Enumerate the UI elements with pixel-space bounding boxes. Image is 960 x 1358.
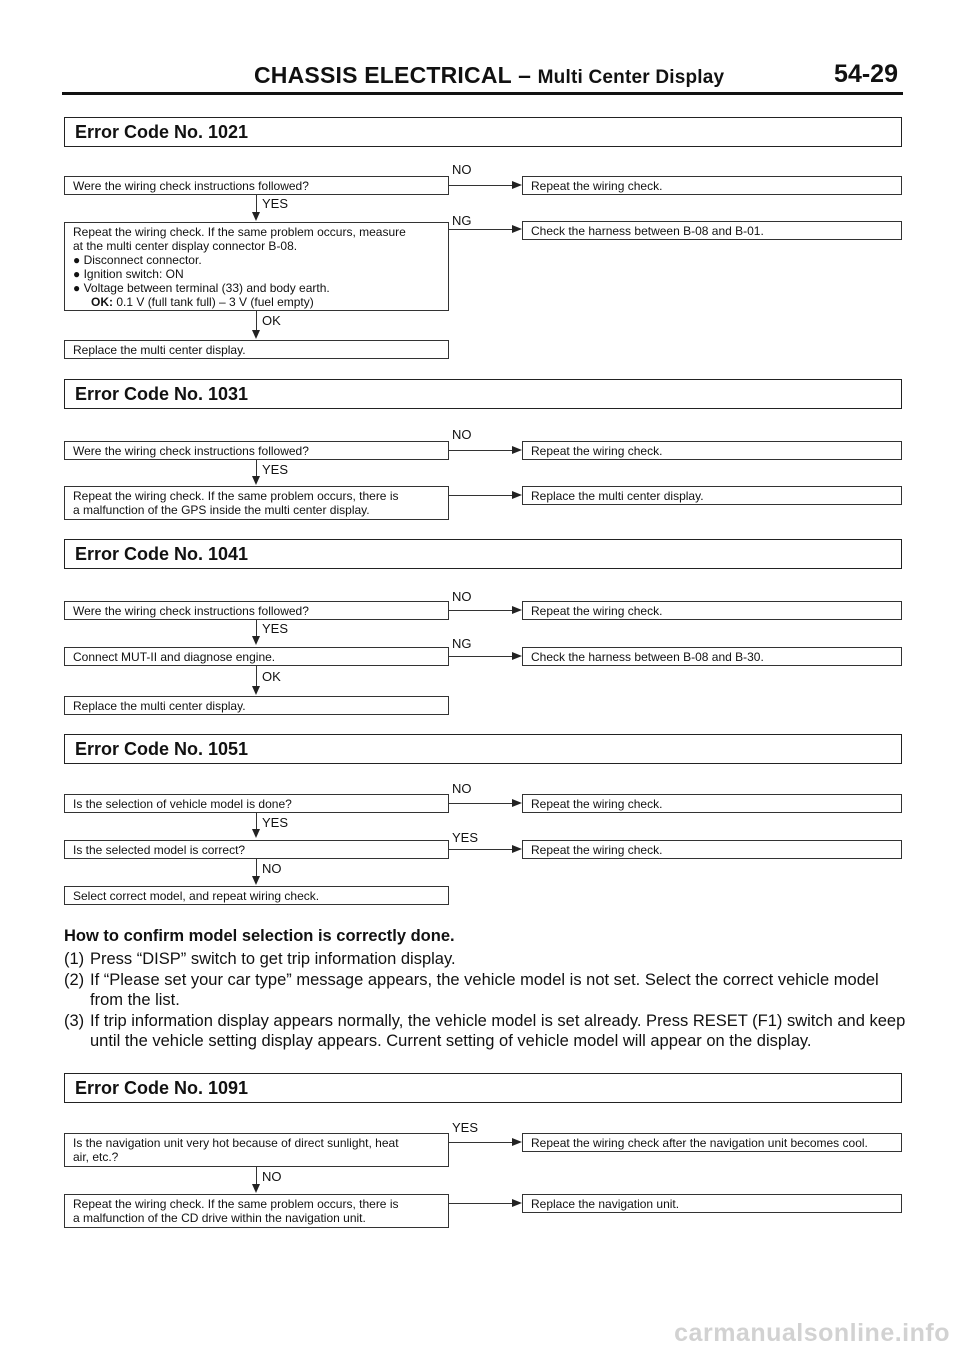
arrow-right-icon [512,845,522,853]
flow-text: Repeat the wiring check. If the same problem occurs, there is [73,489,399,503]
arrow-down-icon [252,212,260,221]
flow-label-yes: YES [452,830,479,845]
ok-label: OK: [91,295,113,309]
flow-box-1091-q2 [64,1194,449,1228]
flow-label-no: NO [262,1169,282,1184]
howto-steps [64,949,906,1052]
section-subtitle: Multi Center Display [537,67,725,88]
flow-label-yes: YES [262,621,289,636]
flow-label-no: NO [452,589,472,604]
flow-label-ok: OK [262,669,281,684]
page-title [254,62,724,89]
flow-box-1031-r2: Replace the multi center display. [522,486,902,505]
flow-connector [449,185,515,186]
flow-label-yes: YES [452,1120,479,1135]
arrow-down-icon [252,829,260,838]
flow-label-no: NO [262,861,282,876]
flow-connector [449,610,515,611]
flow-label-yes: YES [262,196,289,211]
arrow-down-icon [252,330,260,339]
howto-step [64,949,906,970]
arrow-right-icon [512,446,522,454]
flow-box-1091-q1 [64,1133,449,1167]
flow-bullet: ● Voltage between terminal (33) and body earth. [73,281,330,295]
ok-value: 0.1 V (full tank full) – 3 V (fuel empty) [113,295,314,309]
step-text: Press “DISP” switch to get trip information display. [90,950,456,968]
flow-box-1031-r1: Repeat the wiring check. [522,441,902,460]
flow-box-1041-r2: Check the harness between B-08 and B-30. [522,647,902,666]
flow-box-1051-q2: Is the selected model is correct? [64,840,449,859]
flow-box-1021-q1: Were the wiring check instructions followed? [64,176,449,195]
flow-connector [449,1142,515,1143]
howto-title: How to confirm model selection is correctly done. [64,927,455,945]
flow-box-1091-r1: Repeat the wiring check after the navigation unit becomes cool. [522,1133,902,1152]
flow-box-1041-end: Replace the multi center display. [64,696,449,715]
section-header-1041: Error Code No. 1041 [64,539,902,569]
section-header-1051: Error Code No. 1051 [64,734,902,764]
section-header-1021: Error Code No. 1021 [64,117,902,147]
flow-box-1051-q1: Is the selection of vehicle model is done? [64,794,449,813]
flow-box-1021-end: Replace the multi center display. [64,340,449,359]
flow-connector [449,803,515,804]
page-number: 54-29 [834,60,898,88]
arrow-down-icon [252,686,260,695]
section-header-1091: Error Code No. 1091 [64,1073,902,1103]
flow-text: a malfunction of the CD drive within the navigation unit. [73,1211,366,1225]
step-number: (3) [64,1011,85,1030]
flow-box-1031-q2 [64,486,449,520]
flow-text: a malfunction of the GPS inside the multi center display. [73,503,370,517]
flow-label-yes: YES [262,815,289,830]
arrow-right-icon [512,1138,522,1146]
flow-box-1051-r1: Repeat the wiring check. [522,794,902,813]
flow-connector [449,849,515,850]
arrow-right-icon [512,606,522,614]
flow-connector [449,656,515,657]
arrow-right-icon [512,225,522,233]
flow-text: Repeat the wiring check. If the same problem occurs, measure [73,225,406,239]
flow-ok-spec [73,295,440,309]
flow-text: Repeat the wiring check. If the same problem occurs, there is [73,1197,399,1211]
arrow-down-icon [252,636,260,645]
flow-box-1031-q1: Were the wiring check instructions followed? [64,441,449,460]
flow-connector [449,229,515,230]
flow-label-no: NO [452,427,472,442]
step-text: If “Please set your car type” message appears, the vehicle model is not set. Select the correct vehicle model from the list. [90,970,879,1009]
flow-box-1041-q1: Were the wiring check instructions followed? [64,601,449,620]
flow-text: air, etc.? [73,1150,119,1164]
section-header-1031: Error Code No. 1031 [64,379,902,409]
arrow-right-icon [512,799,522,807]
flow-box-1021-q2 [64,222,449,311]
flow-label-ng: NG [452,636,472,651]
flow-box-1091-r2: Replace the navigation unit. [522,1194,902,1213]
arrow-down-icon [252,876,260,885]
howto-step [64,1011,906,1052]
flow-label-yes: YES [262,462,289,477]
flow-bullet: ● Ignition switch: ON [73,267,184,281]
flow-text: at the multi center display connector B-08. [73,239,298,253]
flow-label-ok: OK [262,313,281,328]
arrow-right-icon [512,1199,522,1207]
arrow-right-icon [512,491,522,499]
flow-connector [449,450,515,451]
flow-label-no: NO [452,162,472,177]
flow-label-no: NO [452,781,472,796]
flow-box-1041-r1: Repeat the wiring check. [522,601,902,620]
flow-box-1051-r2: Repeat the wiring check. [522,840,902,859]
flow-box-1051-end: Select correct model, and repeat wiring check. [64,886,449,905]
arrow-right-icon [512,652,522,660]
flow-connector [449,1203,515,1204]
flow-box-1041-q2: Connect MUT-II and diagnose engine. [64,647,449,666]
howto-step [64,970,906,1011]
flow-bullet: ● Disconnect connector. [73,253,202,267]
flow-box-1021-r2: Check the harness between B-08 and B-01. [522,221,902,240]
flow-label-ng: NG [452,213,472,228]
step-number: (1) [64,950,85,968]
chapter-title: CHASSIS ELECTRICAL [254,62,512,88]
flow-box-1021-r1: Repeat the wiring check. [522,176,902,195]
arrow-right-icon [512,181,522,189]
step-number: (2) [64,970,85,989]
arrow-down-icon [252,476,260,485]
header-rule [62,92,903,95]
title-separator: – [511,62,538,88]
watermark: carmanualsonline.info [674,1319,950,1347]
flow-text: Is the navigation unit very hot because of direct sunlight, heat [73,1136,399,1150]
flow-connector [449,495,515,496]
step-text: If trip information display appears normally, the vehicle model is set already. Press RESET (F1) switch and keep until the vehicle setting display appears. Current setting of vehicle model will appear on the display. [90,1011,906,1050]
arrow-down-icon [252,1184,260,1193]
